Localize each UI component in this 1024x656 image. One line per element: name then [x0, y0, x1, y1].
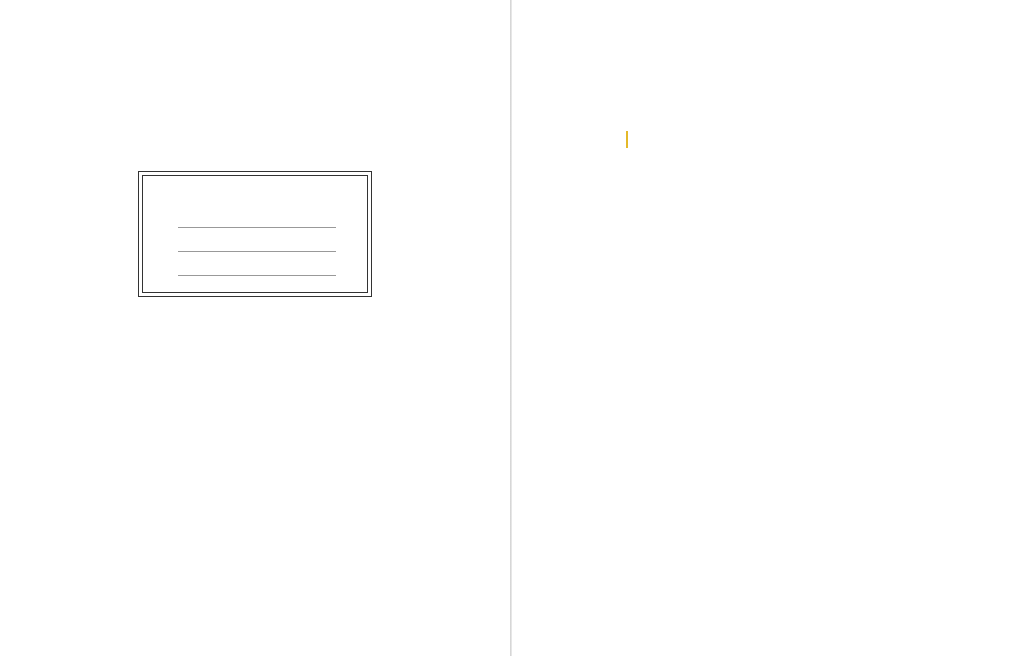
- journal-owner-line[interactable]: [178, 251, 336, 252]
- journal-owner-line[interactable]: [178, 275, 336, 276]
- journal-owner-line[interactable]: [178, 227, 336, 228]
- journal-owner-box: [138, 171, 372, 297]
- right-page: [512, 0, 1024, 656]
- contents-title-accent: [626, 131, 628, 148]
- left-page: [0, 0, 511, 656]
- journal-owner-box-inner: [142, 175, 368, 293]
